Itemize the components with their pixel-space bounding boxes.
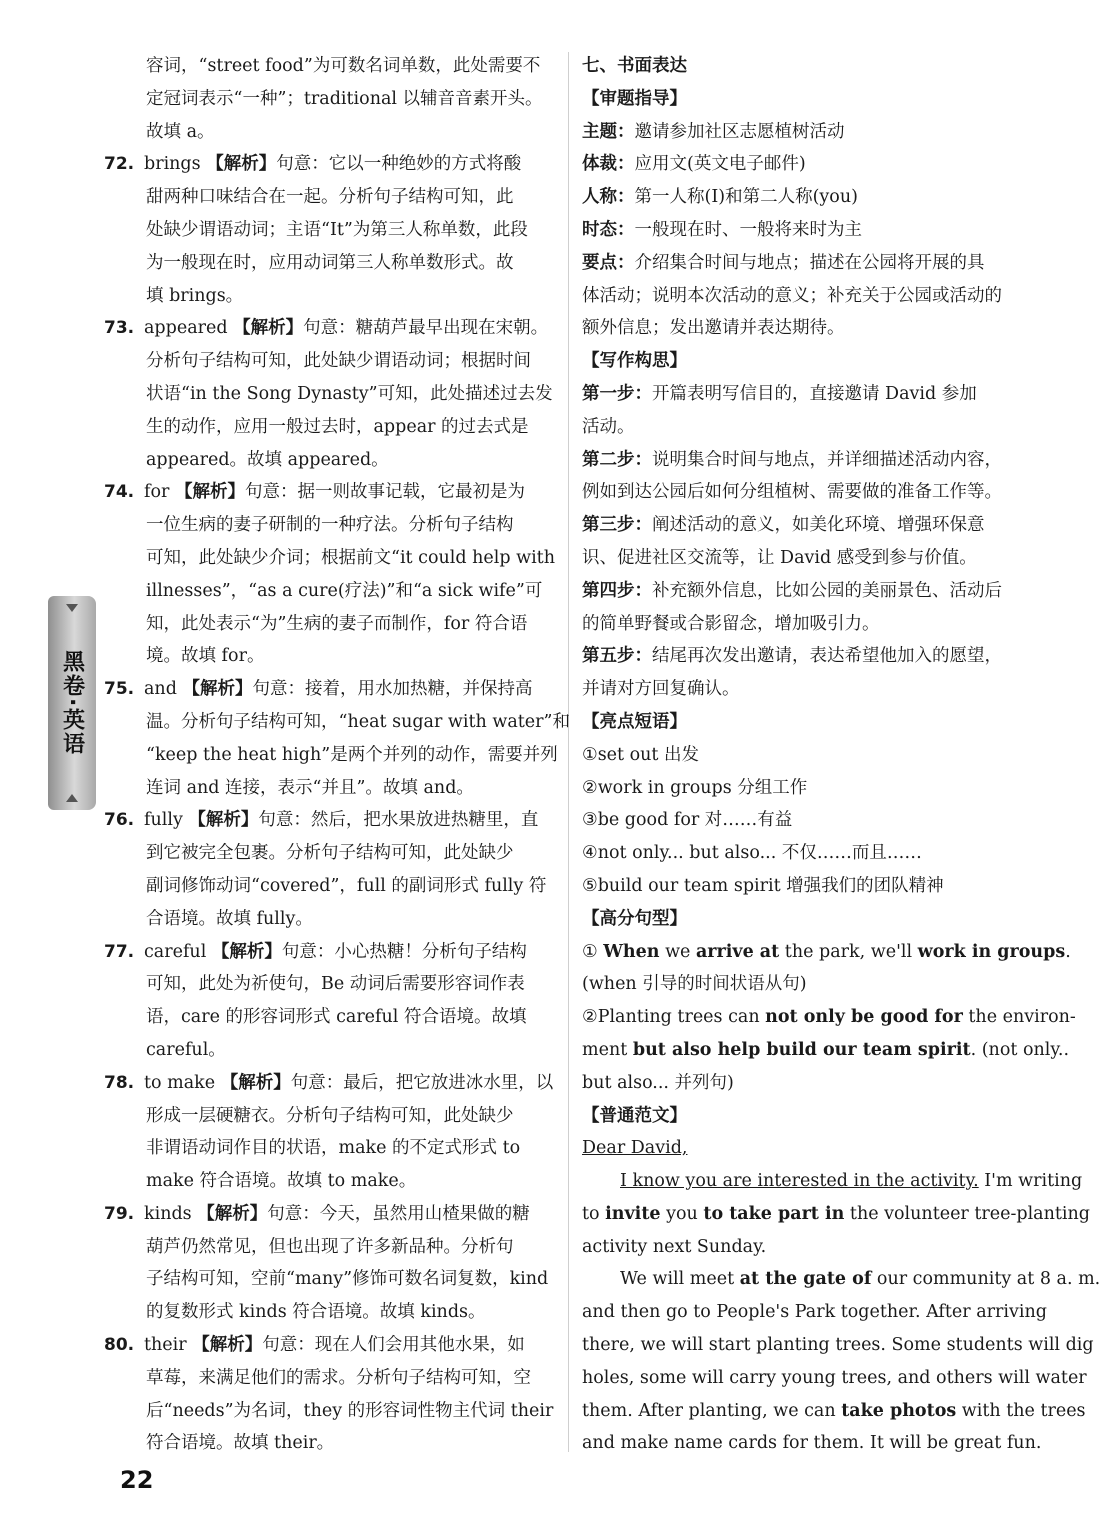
answer-number: 80.	[104, 1335, 135, 1356]
plan-continued: 活动。	[582, 416, 635, 437]
answer-number: 73.	[104, 318, 135, 339]
s1-part: ①	[582, 941, 604, 962]
text-line: 的复数形式 kinds 符合语境。故填 kinds。	[146, 1302, 486, 1323]
sentence-1-note: (when 引导的时间状语从句)	[582, 974, 807, 995]
letter-part: you	[660, 1203, 704, 1224]
page-number: 22	[120, 1466, 154, 1494]
phrase-item: ②work in groups 分组工作	[582, 777, 808, 798]
answer-number: 79.	[104, 1203, 135, 1224]
guide-item	[582, 214, 1027, 247]
text-line: 合语境。故填 fully。	[146, 908, 313, 929]
answer-item-first-line	[104, 936, 554, 969]
guide-item	[582, 116, 1027, 149]
sentence-2-note: but also... 并列句)	[582, 1072, 734, 1093]
answer-item-first-line	[104, 312, 554, 345]
plan-step	[582, 509, 1027, 542]
guide-label: 体裁：	[582, 154, 635, 175]
text-line: 温。分析句子结构可知，“heat sugar with water”和	[146, 711, 570, 732]
letter-part: I'm writing	[978, 1171, 1083, 1192]
letter-part: We will meet	[620, 1269, 740, 1290]
plan-text: 说明集合时间与地点，并详细描述活动内容，	[652, 449, 1002, 470]
s2-part: not only be good for	[765, 1007, 963, 1028]
analysis-text: 句意：据一则故事记载，它最初是为	[244, 482, 525, 503]
answer-word: fully	[144, 810, 183, 831]
text-line: 形成一层硬糖衣。分析句子结构可知，此处缺少	[146, 1105, 514, 1126]
text-line: 符合语境。故填 their。	[146, 1433, 335, 1454]
analysis-tag: 【解析】	[206, 154, 277, 175]
plan-continued: 并请对方回复确认。	[582, 679, 740, 700]
answer-item-first-line	[104, 673, 554, 706]
triangle-up-icon	[66, 604, 78, 612]
analysis-text: 句意：现在人们会用其他水果，如	[262, 1335, 525, 1356]
answer-word: to make	[144, 1072, 216, 1093]
plan-list	[582, 378, 1027, 706]
analysis-text: 句意：最后，把它放进冰水里，以	[290, 1072, 554, 1093]
plan-continued: 的简单野餐或合影留念，增加吸引力。	[582, 613, 880, 634]
answer-item-first-line	[104, 1329, 554, 1362]
plan-text: 结尾再次发出邀请，表达希望他加入的愿望，	[652, 646, 1002, 667]
letter-line	[582, 1198, 1090, 1231]
letter-part: our community at 8 a. m.	[871, 1269, 1100, 1290]
analysis-tag: 【解析】	[211, 941, 282, 962]
text-line: 填 brings。	[146, 285, 244, 306]
letter-part: at the gate of	[739, 1269, 872, 1290]
answer-number: 72.	[104, 154, 135, 175]
plan-text: 开篇表明写信目的，直接邀请 David 参加	[652, 383, 977, 404]
answer-number: 75.	[104, 679, 135, 700]
answer-item-first-line	[104, 1198, 554, 1231]
plan-continued: 识、促进社区交流等，让 David 感受到参与价值。	[582, 547, 977, 568]
s1-part: When	[603, 941, 660, 962]
text-line: 状语“in the Song Dynasty”可知，此处描述过去发	[146, 383, 553, 404]
guide-label: 要点：	[582, 252, 635, 273]
guide-item	[582, 148, 1027, 181]
letter-part: with the trees	[956, 1400, 1086, 1421]
s1-part: we	[659, 941, 696, 962]
analysis-tag: 【解析】	[182, 679, 253, 700]
plan-continued: 例如到达公园后如何分组植树、需要做的准备工作等。	[582, 482, 1002, 503]
s2-part: ment	[582, 1039, 633, 1060]
plan-text: 补充额外信息，比如公园的美丽景色、活动后	[652, 580, 1002, 601]
answer-number: 78.	[104, 1072, 135, 1093]
sentence-2-cont	[582, 1034, 1070, 1067]
section-title: 七、书面表达	[582, 56, 687, 76]
answer-item-first-line	[104, 476, 554, 509]
analysis-tag: 【解析】	[192, 1335, 263, 1356]
letter-part: I know you are interested in the activity.	[620, 1171, 979, 1192]
sentences-title: 【高分句型】	[582, 908, 687, 929]
answer-list	[104, 148, 570, 1460]
text-line: 草莓，来满足他们的需求。分析句子结构可知，空	[146, 1367, 531, 1388]
guide-text: 应用文(英文电子邮件)	[634, 154, 806, 175]
letter-line: holes, some will carry young trees, and others will water	[582, 1367, 1087, 1388]
analysis-tag: 【解析】	[220, 1072, 291, 1093]
analysis-text: 句意：它以一种绝妙的方式将酸	[276, 154, 522, 175]
letter-greeting: Dear David,	[582, 1138, 688, 1159]
phrase-item: ④not only... but also... 不仅……而且……	[582, 843, 922, 864]
guide-label: 人称：	[582, 187, 635, 208]
plan-step	[582, 640, 1027, 673]
guide-text: 一般现在时、一般将来时为主	[634, 219, 862, 240]
text-line: 到它被完全包裹。分析句子结构可知，此处缺少	[146, 843, 514, 864]
text-line: make 符合语境。故填 to make。	[146, 1171, 417, 1192]
analysis-text: 句意：接着，用水加热糖，并保持高	[252, 679, 533, 700]
answer-number: 74.	[104, 482, 135, 503]
answer-word: appeared	[144, 318, 228, 339]
letter-part: the volunteer tree-planting	[844, 1203, 1090, 1224]
text-line: 生的动作，应用一般过去时，appear 的过去式是	[146, 416, 529, 437]
text-line: 为一般现在时，应用动词第三人称单数形式。故	[146, 252, 514, 273]
plan-step	[582, 575, 1027, 608]
s2-part: ②Planting trees can	[582, 1007, 766, 1028]
guide-text: 介绍集合时间与地点；描述在公园将开展的具	[634, 252, 985, 273]
column-divider	[568, 52, 569, 1452]
s1-part: the park, we'll	[779, 941, 918, 962]
answer-number: 77.	[104, 941, 135, 962]
side-tab-label: 黑卷·英语	[59, 649, 85, 757]
answer-word: brings	[144, 154, 201, 175]
plan-step	[582, 444, 1027, 477]
guide-text: 第一人称(I)和第二人称(you)	[634, 187, 858, 208]
s2-part: (not only..	[981, 1039, 1070, 1060]
analysis-text: 句意：然后，把水果放进热糖里，直	[258, 810, 539, 831]
text-line: 葫芦仍然常见，但也出现了许多新品种。分析句	[146, 1236, 514, 1257]
plan-title: 【写作构思】	[582, 351, 687, 372]
plan-label: 第二步：	[582, 449, 652, 470]
analysis-tag: 【解析】	[174, 482, 245, 503]
sentence-2	[582, 1001, 1076, 1034]
sample-title: 【普通范文】	[582, 1105, 687, 1126]
s2-part: the environ-	[962, 1007, 1076, 1028]
guide-label: 时态：	[582, 219, 635, 240]
letter-line	[582, 1263, 1100, 1296]
plan-label: 第四步：	[582, 580, 652, 601]
plan-label: 第五步：	[582, 646, 652, 667]
text-line: 处缺少谓语动词；主语“It”为第三人称单数，此段	[146, 219, 528, 240]
letter-line	[582, 1165, 1083, 1198]
text-line: 知，此处表示“为”生病的妻子而制作，for 符合语	[146, 613, 528, 634]
letter-line: activity next Sunday.	[582, 1236, 767, 1257]
answer-word: their	[144, 1335, 187, 1356]
text-line: 非谓语动词作目的状语，make 的不定式形式 to	[146, 1138, 521, 1159]
answer-item-first-line	[104, 804, 554, 837]
text-line: careful。	[146, 1039, 226, 1060]
s1-part: work in groups	[917, 941, 1066, 962]
answer-item-first-line	[104, 1067, 554, 1100]
answer-item-first-line	[104, 148, 554, 181]
letter-part: to take part in	[703, 1203, 845, 1224]
phrases-title: 【亮点短语】	[582, 711, 687, 732]
answer-word: careful	[144, 941, 207, 962]
section-side-tab	[48, 596, 96, 810]
letter-part: take photos	[841, 1400, 957, 1421]
guide-item	[582, 247, 1027, 280]
text-line: 境。故填 for。	[146, 646, 265, 667]
s1-part: .	[1065, 941, 1071, 962]
analysis-tag: 【解析】	[188, 810, 259, 831]
text-line: 一位生病的妻子研制的一种疗法。分析句子结构	[146, 515, 514, 536]
s2-part: .	[970, 1039, 977, 1060]
analysis-tag: 【解析】	[197, 1203, 268, 1224]
letter-part: to	[582, 1203, 606, 1224]
analysis-tag: 【解析】	[233, 318, 304, 339]
text-line: 定冠词表示“一种”；traditional 以辅音音素开头。	[146, 88, 543, 109]
text-line: 副词修饰动词“covered”，full 的副词形式 fully 符	[146, 875, 547, 896]
guide-label: 主题：	[582, 121, 635, 142]
text-line: 连词 and 连接，表示“并且”。故填 and。	[146, 777, 474, 798]
phrase-item: ⑤build our team spirit 增强我们的团队精神	[582, 875, 944, 896]
analysis-text: 句意：小心热糖！分析句子结构	[281, 941, 527, 962]
guide-item	[582, 181, 1027, 214]
analysis-text: 句意：糖葫芦最早出现在宋朝。	[303, 318, 549, 339]
answer-word: for	[144, 482, 170, 503]
letter-part: invite	[605, 1203, 661, 1224]
guide-list	[582, 116, 1027, 280]
text-line: 分析句子结构可知，此处缺少谓语动词；根据时间	[146, 351, 531, 372]
text-line: illnesses”，“as a cure(疗法)”和“a sick wife”可	[146, 580, 543, 601]
text-line: 可知，此处为祈使句，Be 动词后需要形容词作表	[146, 974, 525, 995]
guide-title: 【审题指导】	[582, 88, 687, 109]
plan-label: 第一步：	[582, 383, 652, 404]
analysis-text: 句意：今天，虽然用山楂果做的糖	[267, 1203, 530, 1224]
letter-line: there, we will start planting trees. Some students will dig	[582, 1335, 1094, 1356]
text-line: 甜两种口味结合在一起。分析句子结构可知，此	[146, 187, 514, 208]
text-line: appeared。故填 appeared。	[146, 449, 389, 470]
answer-word: and	[144, 679, 177, 700]
letter-line	[582, 1395, 1086, 1428]
guide-text: 邀请参加社区志愿植树活动	[634, 121, 845, 142]
right-column	[582, 50, 1100, 1460]
text-line: 可知，此处缺少介词；根据前文“it could help with	[146, 547, 555, 568]
answer-number: 76.	[104, 810, 135, 831]
guide-continued: 额外信息；发出邀请并表达期待。	[582, 318, 845, 339]
text-line: 容词，“street food”为可数名词单数，此处需要不	[146, 56, 541, 76]
triangle-down-icon	[66, 794, 78, 802]
phrase-item: ①set out 出发	[582, 744, 700, 765]
text-line: 子结构可知，空前“many”修饰可数名词复数，kind	[146, 1269, 549, 1290]
plan-step	[582, 378, 1027, 411]
letter-part: them. After planting, we can	[582, 1400, 842, 1421]
s1-part: arrive at	[695, 941, 780, 962]
plan-text: 阐述活动的意义，如美化环境、增强环保意	[652, 515, 985, 536]
letter-line: and then go to People's Park together. After arriving	[582, 1302, 1047, 1323]
plan-label: 第三步：	[582, 515, 652, 536]
letter-line: and make name cards for them. It will be great fun.	[582, 1433, 1042, 1454]
s2-part: but also help build our team spirit	[632, 1039, 971, 1060]
answer-word: kinds	[144, 1203, 192, 1224]
sentence-1	[582, 936, 1071, 969]
left-column	[104, 50, 570, 1460]
phrase-item: ③be good for 对……有益	[582, 810, 793, 831]
text-line: “keep the heat high”是两个并列的动作，需要并列	[146, 744, 558, 765]
text-line: 后“needs”为名词，they 的形容词性物主代词 their	[146, 1400, 554, 1421]
text-line: 语，care 的形容词形式 careful 符合语境。故填	[146, 1007, 527, 1028]
text-line: 故填 a。	[146, 121, 215, 142]
guide-continued: 体活动；说明本次活动的意义；补充关于公园或活动的	[582, 285, 1002, 306]
